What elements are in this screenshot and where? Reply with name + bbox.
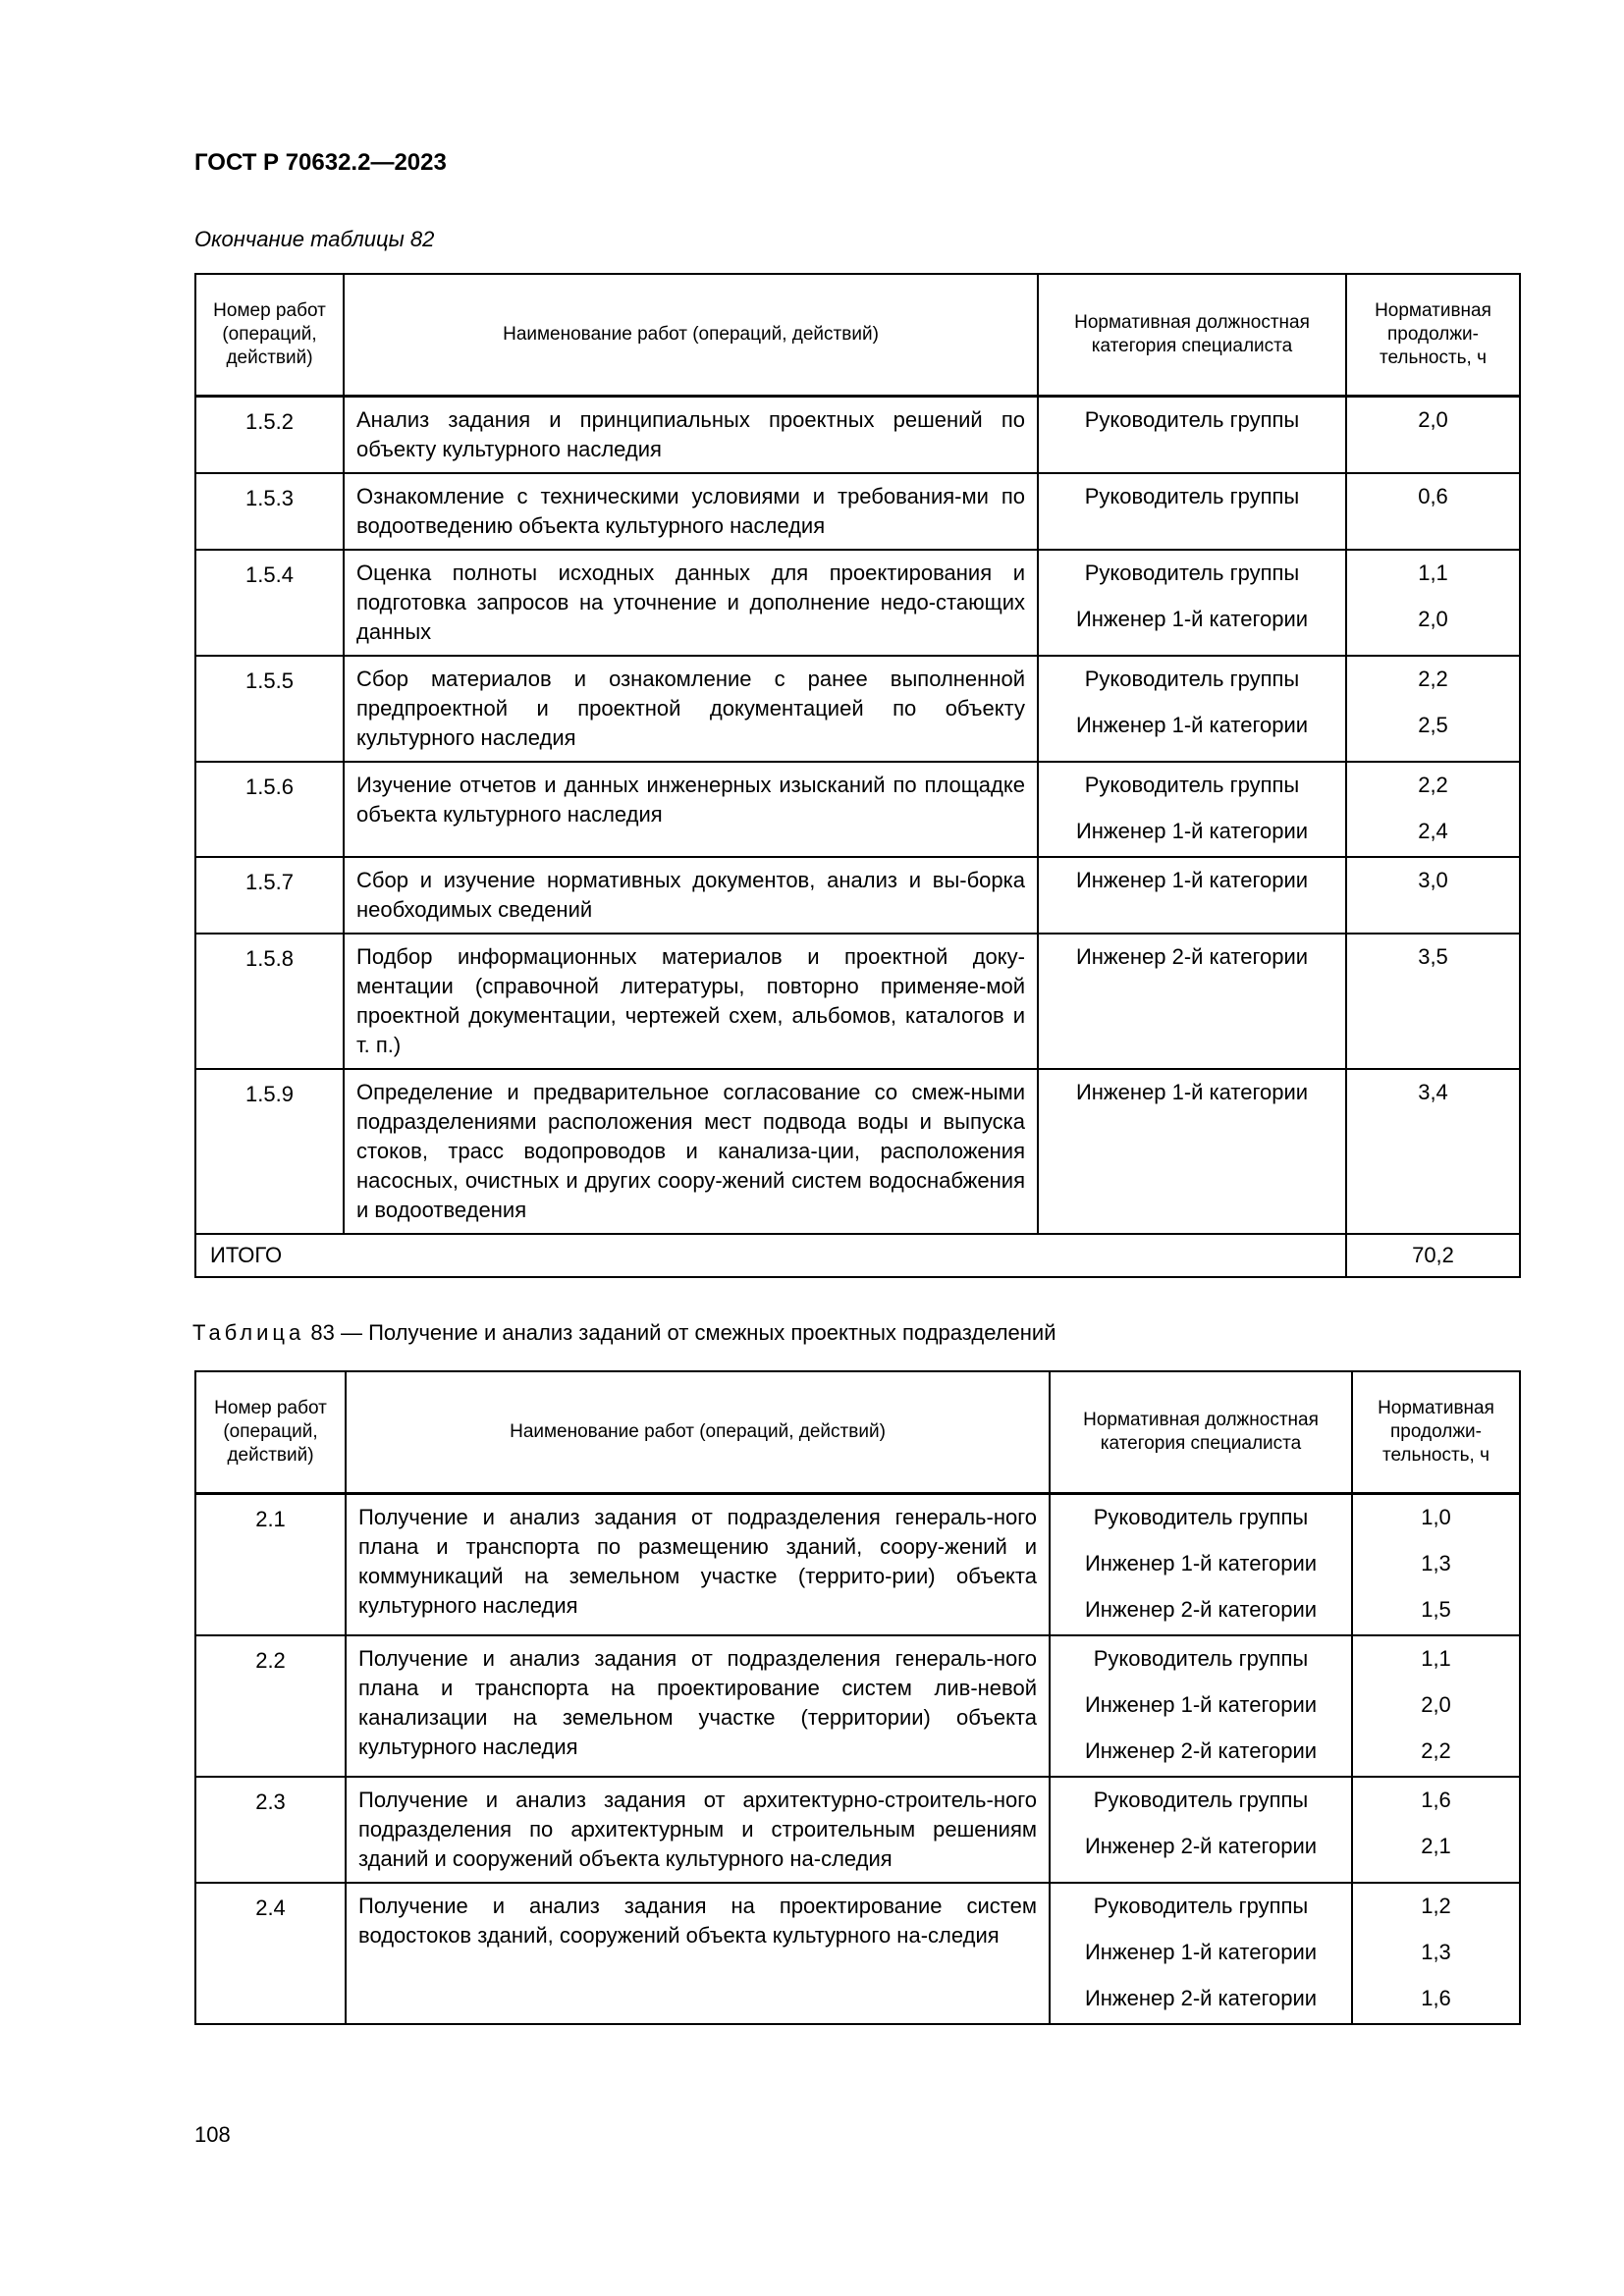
table-row: [195, 1493, 1520, 1635]
specialist-category: Инженер 2-й категории: [1084, 1985, 1318, 2010]
work-number: 1.5.4: [195, 550, 344, 656]
header-name: Наименование работ (операций, действий): [344, 274, 1038, 396]
duration-value: 2,2: [1418, 772, 1448, 797]
specialist-cell: [1038, 396, 1346, 473]
table-row: [195, 1777, 1520, 1883]
work-name: Определение и предварительное согласование со смеж-ными подразделениями расположения мест подвода воды и выпуска стоков, трасс водопроводов и канализа-ции, расположения насосных, очистных и других соору-жений систем водоснабжения и водоотведения: [344, 1069, 1038, 1234]
page-number: 108: [194, 2122, 231, 2147]
duration-value: 1,5: [1421, 1596, 1451, 1622]
duration-value: 1,2: [1421, 1893, 1451, 1918]
table-row: [195, 396, 1520, 473]
duration-value: 2,0: [1421, 1691, 1451, 1717]
duration-value: 2,2: [1418, 666, 1448, 691]
specialist-category: Инженер 2-й категории: [1075, 943, 1309, 969]
specialist-category: Инженер 1-й категории: [1084, 1939, 1318, 1964]
duration-value: 1,1: [1418, 560, 1448, 585]
duration-value: 2,1: [1421, 1833, 1451, 1858]
work-name: Получение и анализ задания от подразделения генераль-ного плана и транспорта по размещению зданий, соору-жений и коммуникаций на земельном участке (террито-рии) объекта культурного наследия: [346, 1493, 1050, 1635]
table-row: [195, 857, 1520, 934]
table-row: [195, 1069, 1520, 1234]
duration-value: 1,0: [1421, 1504, 1451, 1529]
specialist-category: Инженер 1-й категории: [1075, 818, 1309, 843]
specialist-cell: [1050, 1635, 1352, 1777]
duration-value: 2,2: [1421, 1737, 1451, 1763]
duration-value: 1,3: [1421, 1939, 1451, 1964]
specialist-category: Инженер 1-й категории: [1075, 606, 1309, 631]
duration-cell: [1346, 1069, 1520, 1234]
table-82: [194, 273, 1521, 1278]
specialist-category: Инженер 1-й категории: [1084, 1691, 1318, 1717]
table-header-row: [195, 274, 1520, 396]
header-dur: Нормативная продолжи-тельность, ч: [1346, 274, 1520, 396]
total-row: [195, 1234, 1520, 1277]
specialist-category: Инженер 1-й категории: [1075, 1079, 1309, 1104]
header-num: Номер работ (операций, действий): [195, 1371, 346, 1493]
table-82-caption: Окончание таблицы 82: [194, 227, 435, 251]
duration-value: 3,5: [1418, 943, 1448, 969]
duration-value: 2,0: [1418, 606, 1448, 631]
duration-cell: [1346, 656, 1520, 762]
duration-value: 1,6: [1421, 1985, 1451, 2010]
duration-value: 1,1: [1421, 1645, 1451, 1671]
header-dur: Нормативная продолжи-тельность, ч: [1352, 1371, 1520, 1493]
duration-cell: [1352, 1883, 1520, 2024]
duration-value: 0,6: [1418, 483, 1448, 508]
work-name: Сбор и изучение нормативных документов, анализ и вы-борка необходимых сведений: [344, 857, 1038, 934]
duration-value: 2,5: [1418, 712, 1448, 737]
specialist-cell: [1038, 857, 1346, 934]
specialist-category: Инженер 1-й категории: [1084, 1550, 1318, 1575]
work-name: Получение и анализ задания от подразделения генераль-ного плана и транспорта на проектирование систем лив-невой канализации на земельном участке (территории) объекта культурного наследия: [346, 1635, 1050, 1777]
work-number: 1.5.5: [195, 656, 344, 762]
duration-cell: [1352, 1777, 1520, 1883]
duration-cell: [1346, 396, 1520, 473]
duration-cell: [1346, 550, 1520, 656]
specialist-cell: [1038, 934, 1346, 1069]
caption-prefix: Таблица: [192, 1320, 305, 1345]
work-number: 1.5.8: [195, 934, 344, 1069]
specialist-cell: [1038, 656, 1346, 762]
work-name: Оценка полноты исходных данных для проектирования и подготовка запросов на уточнение и дополнение недо-стающих данных: [344, 550, 1038, 656]
work-number: 2.4: [195, 1883, 346, 2024]
specialist-cell: [1050, 1883, 1352, 2024]
work-number: 1.5.3: [195, 473, 344, 550]
work-number: 1.5.2: [195, 396, 344, 473]
duration-cell: [1352, 1493, 1520, 1635]
work-number: 1.5.6: [195, 762, 344, 857]
work-number: 2.1: [195, 1493, 346, 1635]
duration-value: 1,3: [1421, 1550, 1451, 1575]
table-83-caption: [192, 1320, 1056, 1346]
specialist-category: Руководитель группы: [1084, 772, 1300, 797]
table-row: [195, 934, 1520, 1069]
total-label: ИТОГО: [195, 1234, 1346, 1277]
duration-value: 3,4: [1418, 1079, 1448, 1104]
specialist-cell: [1038, 1069, 1346, 1234]
work-name: Анализ задания и принципиальных проектных решений по объекту культурного наследия: [344, 396, 1038, 473]
duration-value: 2,4: [1418, 818, 1448, 843]
work-number: 1.5.7: [195, 857, 344, 934]
header-name: Наименование работ (операций, действий): [346, 1371, 1050, 1493]
specialist-cell: [1038, 762, 1346, 857]
table-row: [195, 762, 1520, 857]
specialist-category: Руководитель группы: [1084, 560, 1300, 585]
work-name: Изучение отчетов и данных инженерных изысканий по площадке объекта культурного наследия: [344, 762, 1038, 857]
duration-value: 1,6: [1421, 1787, 1451, 1812]
header-num: Номер работ (операций, действий): [195, 274, 344, 396]
duration-cell: [1346, 762, 1520, 857]
duration-cell: [1346, 473, 1520, 550]
specialist-category: Инженер 2-й категории: [1084, 1833, 1318, 1858]
work-name: Сбор материалов и ознакомление с ранее выполненной предпроектной и проектной документацией по объекту культурного наследия: [344, 656, 1038, 762]
specialist-cell: [1050, 1493, 1352, 1635]
work-number: 2.3: [195, 1777, 346, 1883]
specialist-cell: [1050, 1777, 1352, 1883]
table-row: [195, 1635, 1520, 1777]
specialist-category: Инженер 2-й категории: [1084, 1737, 1318, 1763]
table-83: [194, 1370, 1521, 2025]
work-number: 2.2: [195, 1635, 346, 1777]
work-number: 1.5.9: [195, 1069, 344, 1234]
table-row: [195, 656, 1520, 762]
duration-cell: [1346, 857, 1520, 934]
duration-cell: [1346, 934, 1520, 1069]
duration-cell: [1352, 1635, 1520, 1777]
specialist-cell: [1038, 550, 1346, 656]
specialist-category: Руководитель группы: [1093, 1787, 1309, 1812]
specialist-category: Руководитель группы: [1084, 406, 1300, 432]
specialist-category: Инженер 2-й категории: [1084, 1596, 1318, 1622]
table-row: [195, 473, 1520, 550]
specialist-category: Руководитель группы: [1093, 1645, 1309, 1671]
table-row: [195, 1883, 1520, 2024]
specialist-category: Руководитель группы: [1093, 1893, 1309, 1918]
caption-text: 83 — Получение и анализ заданий от смежных проектных подразделений: [304, 1320, 1056, 1345]
work-name: Получение и анализ задания от архитектурно-строитель-ного подразделения по архитектурным и строительным решениям зданий и сооружений объекта культурного на-следия: [346, 1777, 1050, 1883]
header-spec: Нормативная должностная категория специалиста: [1038, 274, 1346, 396]
work-name: Ознакомление с техническими условиями и требования-ми по водоотведению объекта культурного наследия: [344, 473, 1038, 550]
total-value: 70,2: [1346, 1234, 1520, 1277]
work-name: Получение и анализ задания на проектирование систем водостоков зданий, сооружений объекта культурного на-следия: [346, 1883, 1050, 2024]
specialist-category: Инженер 1-й категории: [1075, 712, 1309, 737]
duration-value: 2,0: [1418, 406, 1448, 432]
header-spec: Нормативная должностная категория специалиста: [1050, 1371, 1352, 1493]
specialist-category: Руководитель группы: [1084, 666, 1300, 691]
table-row: [195, 550, 1520, 656]
specialist-category: Руководитель группы: [1084, 483, 1300, 508]
specialist-cell: [1038, 473, 1346, 550]
work-name: Подбор информационных материалов и проектной доку-ментации (справочной литературы, повторно применяе-мой проектной документации, чертежей схем, альбомов, каталогов и т. п.): [344, 934, 1038, 1069]
table-header-row: [195, 1371, 1520, 1493]
duration-value: 3,0: [1418, 867, 1448, 892]
document-code: ГОСТ Р 70632.2—2023: [194, 149, 447, 176]
specialist-category: Руководитель группы: [1093, 1504, 1309, 1529]
specialist-category: Инженер 1-й категории: [1075, 867, 1309, 892]
